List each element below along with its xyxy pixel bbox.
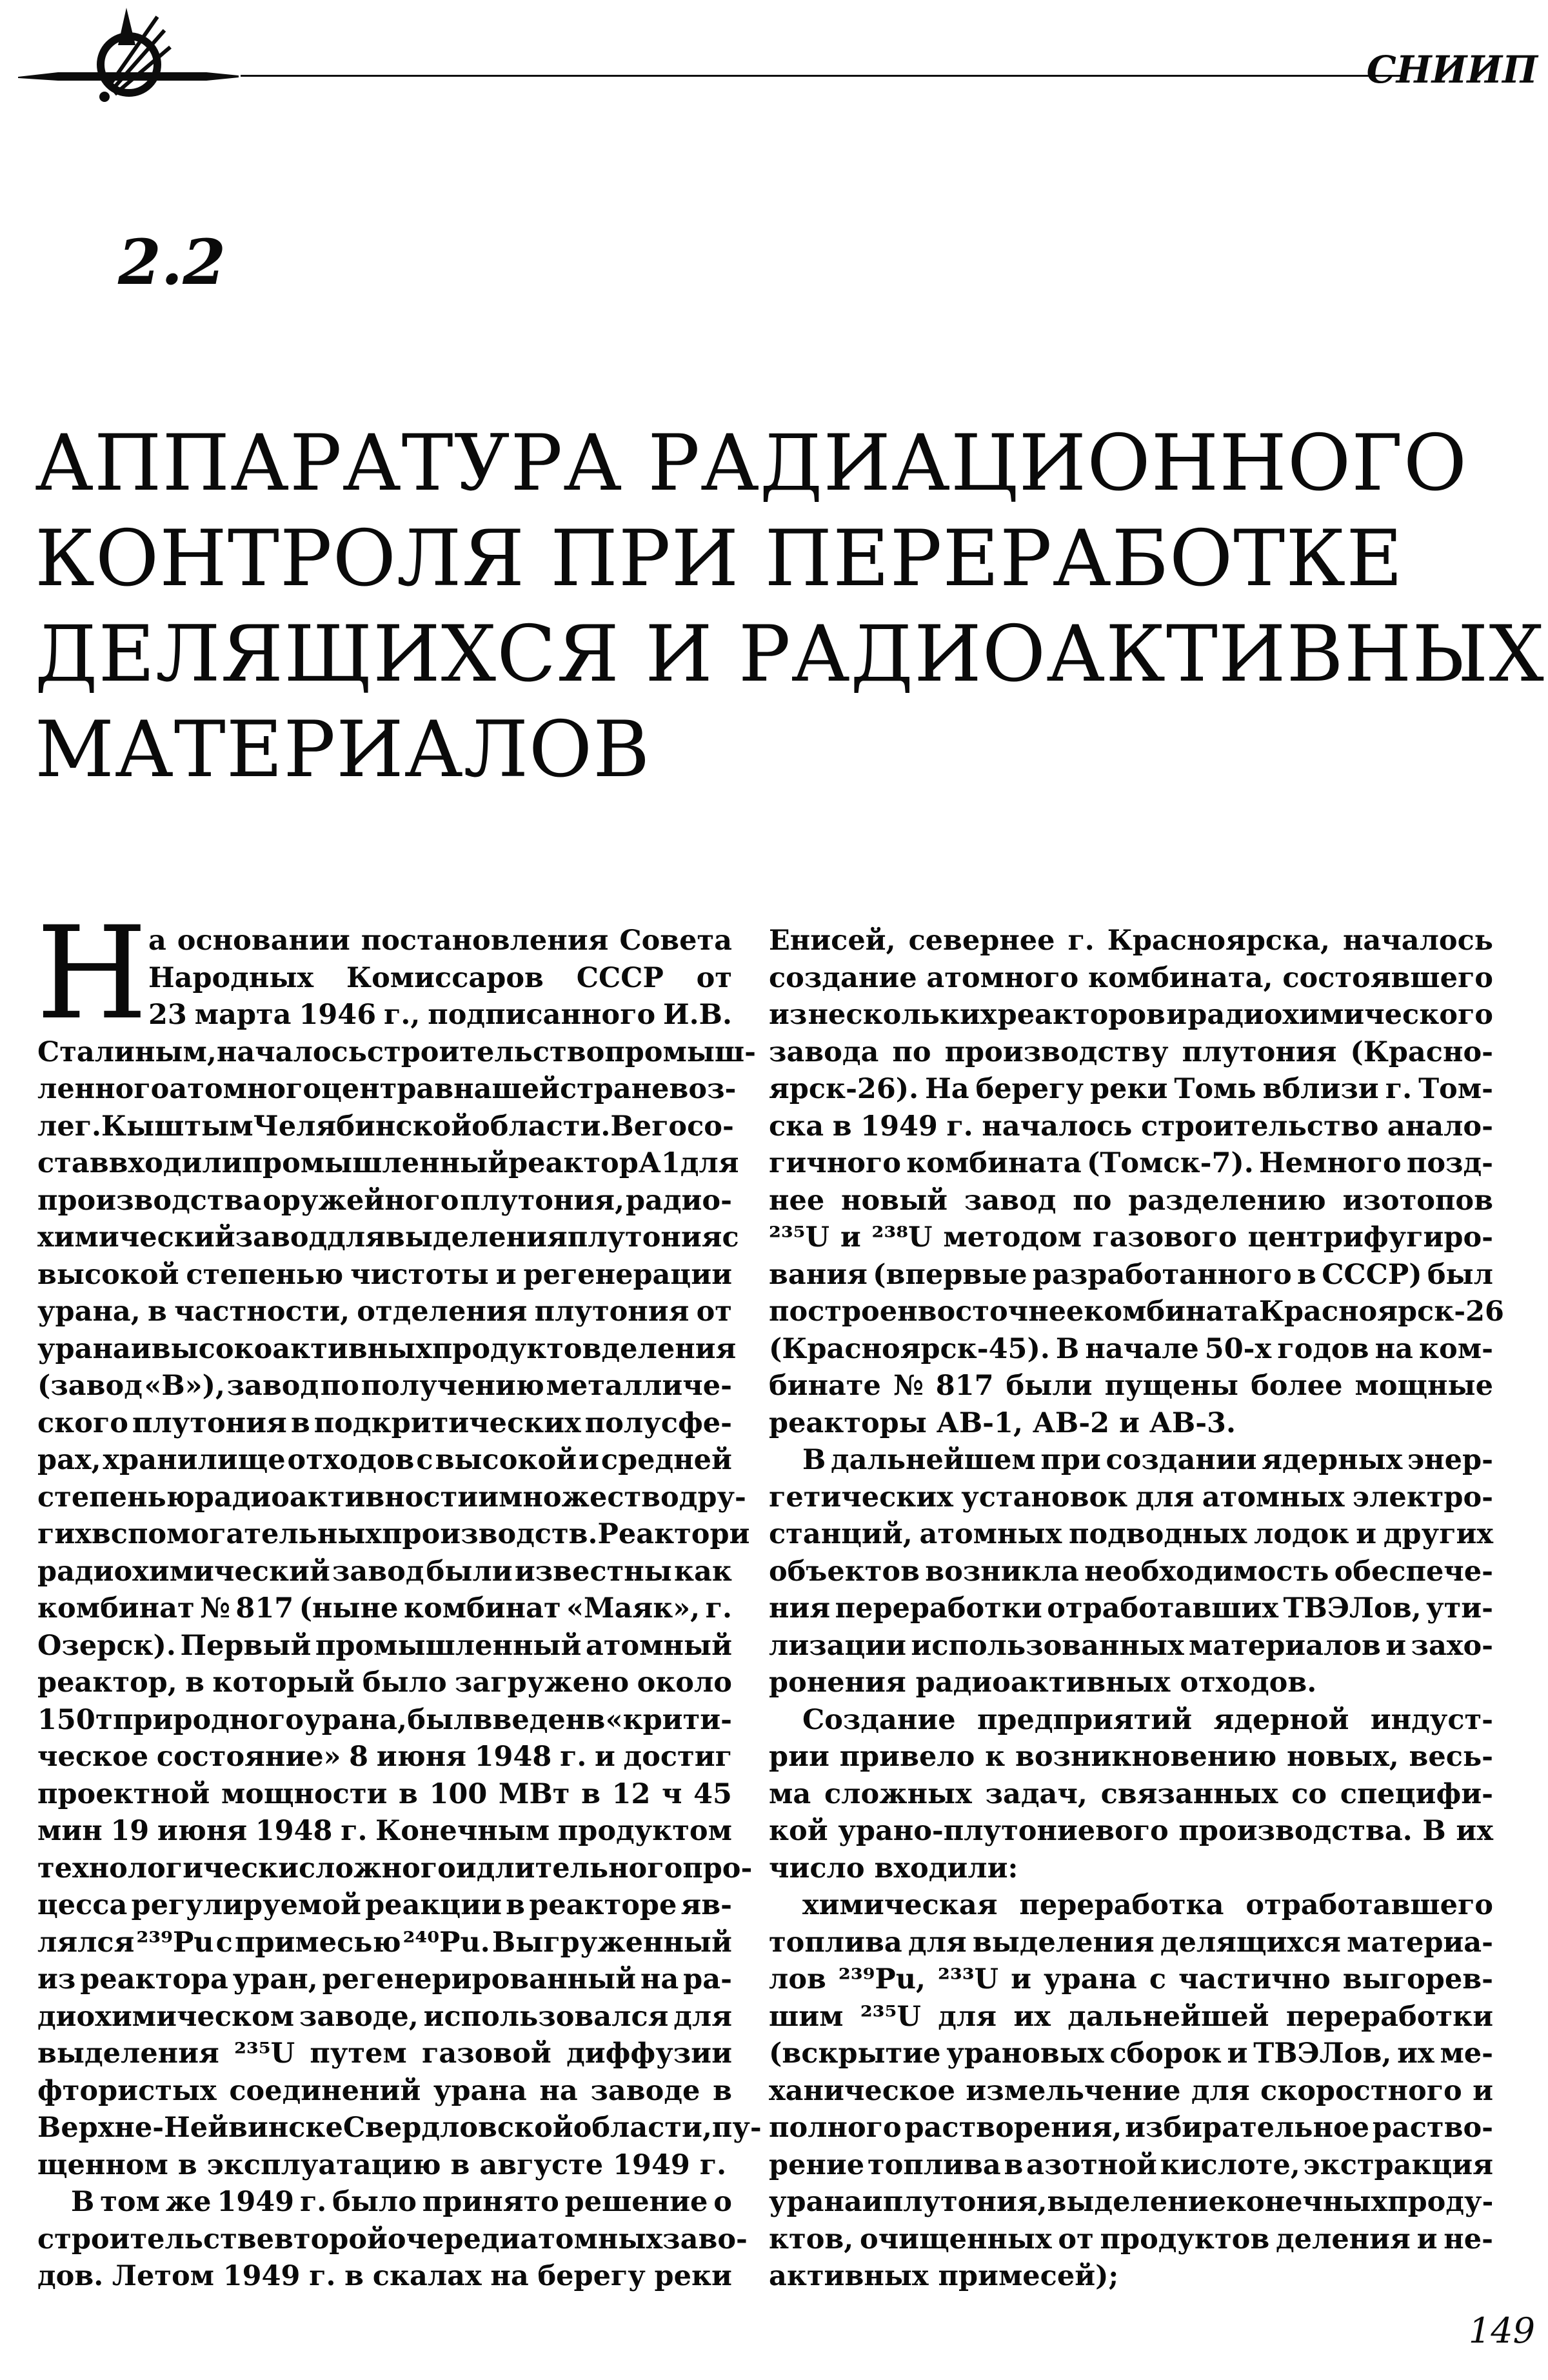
text-line: ния переработки отработавших ТВЭЛов, ути- <box>769 1592 1493 1625</box>
text-line: из нескольких реакторов и радиохимического <box>769 999 1493 1031</box>
text-line: высокой степенью чистоты и регенерации <box>37 1258 732 1291</box>
text-line: рение топлива в азотной кислоте, экстракция <box>769 2148 1493 2181</box>
title-line-2: КОНТРОЛЯ ПРИ ПЕРЕРАБОТКЕ <box>35 514 1404 604</box>
text-line: лялся ²³⁹Pu с примесью ²⁴⁰Pu. Выгруженный <box>37 1926 732 1959</box>
text-line: 150 т природного урана, был введен в «крити- <box>37 1703 732 1736</box>
text-line: рах, хранилище отходов с высокой и средней <box>37 1444 732 1476</box>
text-line: шим ²³⁵U для их дальнейшей переработки <box>769 2000 1493 2033</box>
text-line: ²³⁵U и ²³⁸U методом газового центрифугиро- <box>769 1221 1493 1254</box>
brand-sniip: СНИИП <box>1366 48 1538 92</box>
text-line: Енисей, севернее г. Красноярска, началось <box>769 925 1493 957</box>
text-column-left <box>36 899 762 2295</box>
text-line: цесса регулируемой реакции в реакторе яв- <box>37 1889 732 1921</box>
header-rule <box>241 75 1401 77</box>
text-line: построен восточнее комбината Красноярск-26 <box>769 1295 1504 1328</box>
text-line: ска в 1949 г. началось строительство анало- <box>769 1110 1493 1143</box>
text-line: дов. Летом 1949 г. в скалах на берегу реки <box>37 2260 732 2292</box>
text-line: завода по производству плутония (Красно- <box>769 1035 1493 1068</box>
text-line: ленного атомного центра в нашей стране воз- <box>37 1073 737 1105</box>
text-line: диохимическом заводе, использовался для <box>37 2000 732 2033</box>
page-title <box>35 416 1545 798</box>
text-line: ярск-26). На берегу реки Томь вблизи г. Том- <box>769 1073 1493 1105</box>
text-line: (вскрытие урановых сборок и ТВЭЛов, их ме- <box>769 2037 1493 2070</box>
text-line: топлива для выделения делящихся материа- <box>769 1926 1493 1959</box>
text-line: активных примесей); <box>769 2260 1119 2292</box>
text-line: число входили: <box>769 1852 1018 1885</box>
text-line: а основании постановления Совета <box>148 925 732 957</box>
text-line: Верхне-Нейвинске Свердловской области, пу- <box>37 2112 762 2144</box>
text-line: урана и плутония, выделение конечных проду- <box>769 2186 1494 2218</box>
text-line: проектной мощности в 100 МВт в 12 ч 45 <box>37 1777 732 1810</box>
text-line: бинате № 817 были пущены более мощные <box>769 1370 1493 1402</box>
text-line: лизации использованных материалов и захо- <box>769 1629 1493 1662</box>
text-line: В дальнейшем при создании ядерных энер- <box>802 1444 1493 1476</box>
text-line: гетических установок для атомных электро- <box>769 1481 1493 1514</box>
text-line: Народных Комиссаров СССР от <box>148 961 732 994</box>
text-line: ронения радиоактивных отходов. <box>769 1666 1317 1699</box>
text-line: радиохимический завод были известны как <box>37 1555 732 1588</box>
text-line: технологически сложного и длительного про- <box>37 1852 753 1885</box>
text-line: реакторы АВ-1, АВ-2 и АВ-3. <box>769 1406 1236 1439</box>
text-line: полного растворения, избирательное раство- <box>769 2112 1493 2144</box>
text-line: вания (впервые разработанного в СССР) был <box>769 1258 1493 1291</box>
text-line: став входили промышленный реактор А1 для <box>37 1147 739 1179</box>
text-line: 23 марта 1946 г., подписанного И.В. <box>148 999 732 1031</box>
text-line: ле г. Кыштым Челябинской области. В его со- <box>37 1110 734 1143</box>
text-line: Создание предприятий ядерной индуст- <box>802 1703 1493 1736</box>
text-line: реактор, в который было загружено около <box>37 1666 732 1699</box>
text-line: ктов, очищенных от продуктов деления и не- <box>769 2223 1493 2255</box>
text-line: химическая переработка отработавшего <box>802 1889 1493 1921</box>
text-line: щенном в эксплуатацию в августе 1949 г. <box>37 2148 727 2181</box>
text-line: урана, в частности, отделения плутония от <box>37 1295 732 1328</box>
page-number: 149 <box>1468 2310 1535 2351</box>
text-line: гичного комбината (Томск-7). Немного позд- <box>769 1147 1493 1179</box>
text-line: урана и высокоактивных продуктов деления <box>37 1332 737 1365</box>
text-line: фтористых соединений урана на заводе в <box>37 2074 732 2107</box>
text-line: из реактора уран, регенерированный на ра- <box>37 1963 732 1995</box>
text-line: строительстве второй очереди атомных заво- <box>37 2223 748 2255</box>
text-line: гих вспомогательных производств. Реактор и <box>37 1518 750 1550</box>
title-line-1: АППАРАТУРА РАДИАЦИОННОГО <box>35 419 1468 508</box>
text-column-right <box>769 923 1504 2295</box>
text-line: ханическое измельчение для скоростного и <box>769 2074 1493 2107</box>
text-line: выделения ²³⁵U путем газовой диффузии <box>37 2037 732 2070</box>
text-line: ма сложных задач, связанных со специфи- <box>769 1777 1493 1810</box>
text-line: кой урано-плутониевого производства. В их <box>769 1815 1493 1847</box>
sniip-atom-logo-icon <box>13 0 245 110</box>
text-line: рии привело к возникновению новых, весь- <box>769 1741 1493 1773</box>
text-line: комбинат № 817 (ныне комбинат «Маяк», г. <box>37 1592 732 1625</box>
title-line-4: МАТЕРИАЛОВ <box>35 705 651 795</box>
text-line: нее новый завод по разделению изотопов <box>769 1184 1493 1217</box>
text-line: (завод «В»), завод по получению металличе- <box>37 1370 732 1402</box>
text-line: производства оружейного плутония, радио- <box>37 1184 732 1217</box>
text-line: лов ²³⁹Pu, ²³³U и урана с частично выгорев- <box>769 1963 1493 1995</box>
text-line: мин 19 июня 1948 г. Конечным продуктом <box>37 1815 732 1847</box>
title-line-3: ДЕЛЯЩИХСЯ И РАДИОАКТИВНЫХ <box>35 610 1545 699</box>
text-line: химический завод для выделения плутония с <box>37 1221 739 1254</box>
text-line: ского плутония в подкритических полусфе- <box>37 1406 732 1439</box>
text-line: ческое состояние» 8 июня 1948 г. и достиг <box>37 1741 732 1773</box>
text-line: объектов возникла необходимость обеспече- <box>769 1555 1493 1588</box>
section-number: 2.2 <box>118 226 226 299</box>
text-line: Сталиным, началось строительство промыш- <box>37 1035 756 1068</box>
text-line: В том же 1949 г. было принято решение о <box>71 2186 732 2218</box>
text-line: Озерск). Первый промышленный атомный <box>37 1629 732 1662</box>
text-line: степенью радиоактивности и множество дру- <box>37 1481 746 1514</box>
text-line: (Красноярск-45). В начале 50-х годов на ком- <box>769 1332 1493 1365</box>
text-line: создание атомного комбината, состоявшего <box>769 961 1493 994</box>
drop-cap: Н <box>36 899 148 1048</box>
text-line: станций, атомных подводных лодок и других <box>769 1518 1493 1550</box>
